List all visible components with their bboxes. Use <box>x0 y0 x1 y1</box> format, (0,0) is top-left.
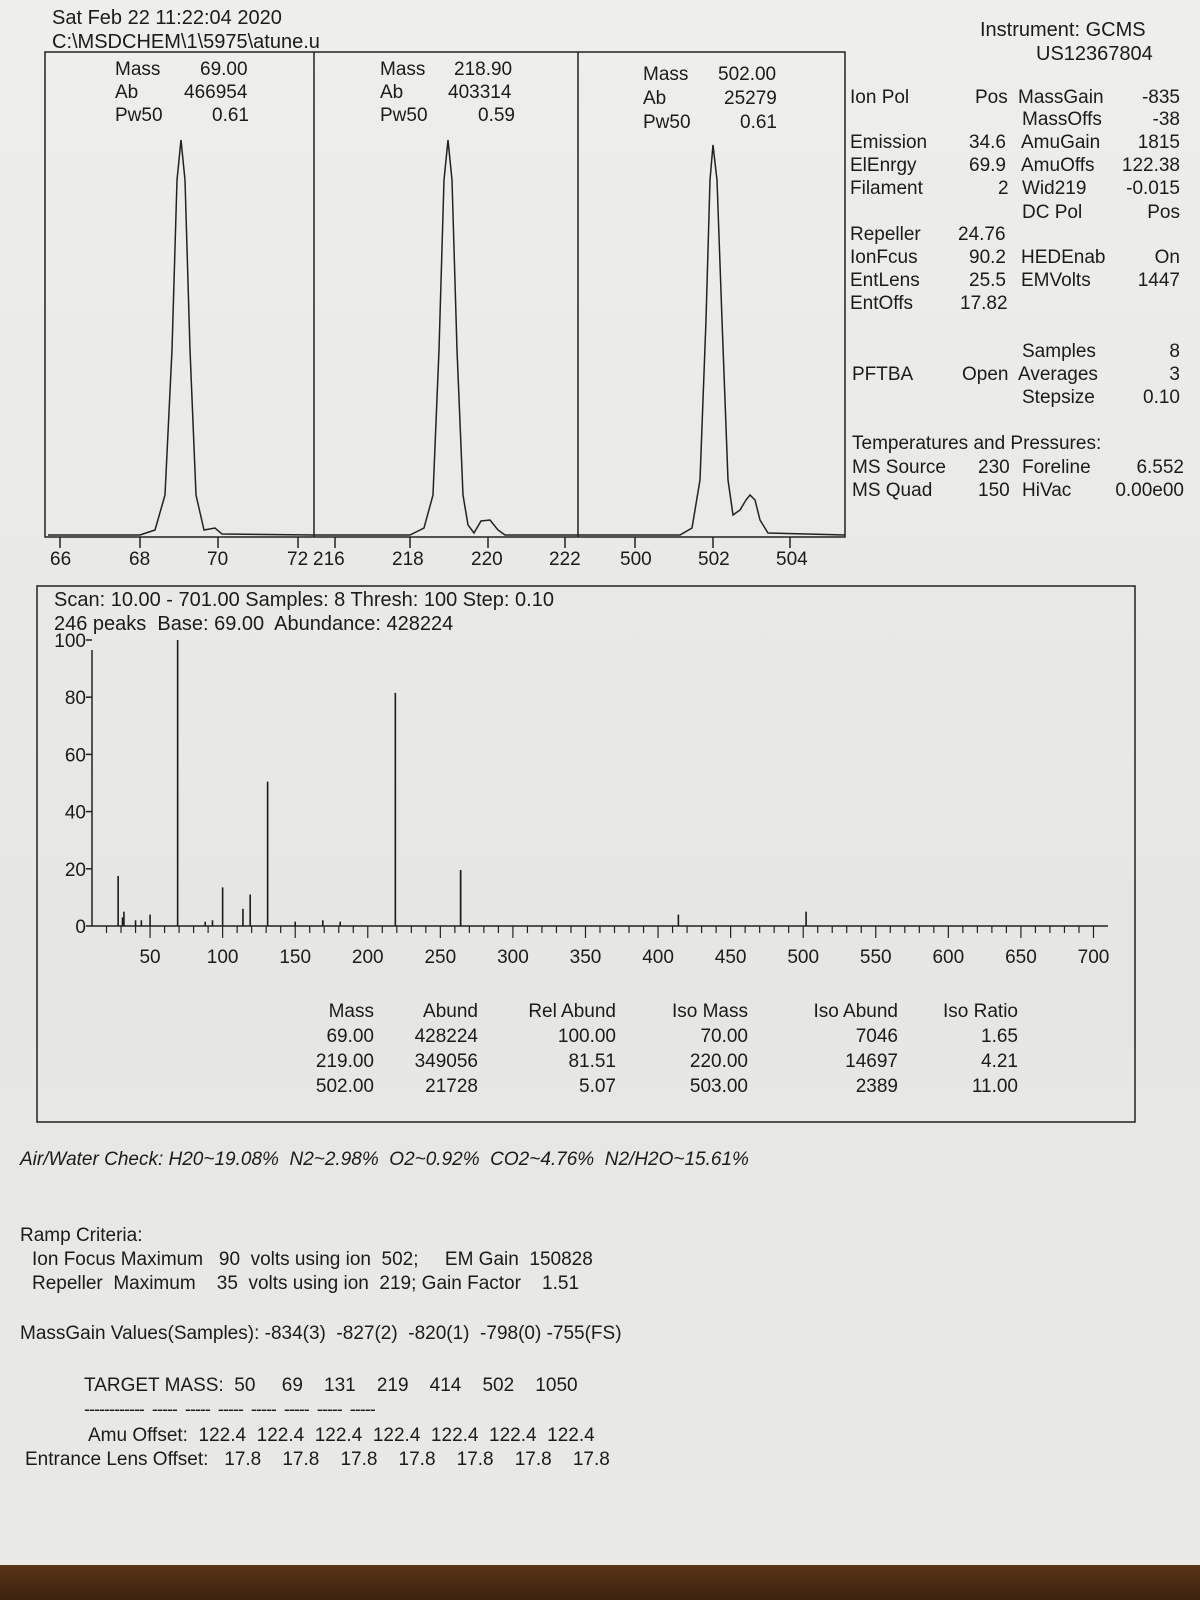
hivac-label: HiVac <box>1022 480 1072 501</box>
ms-quad-value: 150 <box>978 480 1010 501</box>
amu-offset-row: Amu Offset: 122.4 122.4 122.4 122.4 122.4 122.4 122.4 <box>88 1425 595 1446</box>
ionfcus-label: IonFcus <box>850 247 918 268</box>
y-tick-label: 80 <box>64 688 86 710</box>
ms-quad-label: MS Quad <box>852 480 933 501</box>
p1-tick-70: 70 <box>207 549 229 570</box>
y-tick-label: 20 <box>64 859 86 881</box>
p1-mass-value: 69.00 <box>200 59 248 80</box>
p1-tick-68: 68 <box>129 549 151 570</box>
entrance-lens-offset-row: Entrance Lens Offset: 17.8 17.8 17.8 17.8 17.8 17.8 17.8 <box>25 1449 610 1470</box>
temps-title: Temperatures and Pressures: <box>852 433 1102 454</box>
p3-pw50-value: 0.61 <box>740 112 777 133</box>
emission-value: 34.6 <box>969 132 1006 153</box>
instrument-serial: US12367804 <box>1036 43 1153 65</box>
filament-value: 2 <box>998 178 1009 199</box>
filament-label: Filament <box>850 178 923 199</box>
p1-tick-66: 66 <box>50 549 72 570</box>
emvolts-label: EMVolts <box>1021 270 1091 291</box>
table-row <box>250 1024 1022 1049</box>
x-tick-label: 600 <box>932 947 965 968</box>
hedenab-value: On <box>1154 247 1180 268</box>
x-tick-label: 700 <box>1077 947 1110 968</box>
pftba-label: PFTBA <box>852 364 914 385</box>
cell-rel-abund: 5.07 <box>579 1075 616 1097</box>
col-header-mass: Mass <box>328 1001 374 1022</box>
stepsize-label: Stepsize <box>1022 387 1095 408</box>
massgain-value: -835 <box>1141 87 1180 108</box>
amuoffs-label: AmuOffs <box>1021 155 1095 176</box>
y-tick-label: 60 <box>64 745 86 767</box>
p3-mass-label: Mass <box>643 64 689 85</box>
entlens-value: 25.5 <box>969 270 1006 291</box>
y-tick-label: 100 <box>54 631 86 652</box>
ramp-criteria-title: Ramp Criteria: <box>20 1225 143 1246</box>
wid219-label: Wid219 <box>1022 178 1087 199</box>
cell-mass: 219.00 <box>315 1050 374 1072</box>
p2-tick-216: 216 <box>313 549 345 570</box>
cell-iso-abund: 7046 <box>855 1025 898 1047</box>
p2-pw50-label: Pw50 <box>380 105 428 126</box>
p2-mass-label: Mass <box>380 59 426 80</box>
p2-ab-value: 403314 <box>448 82 512 103</box>
samples-value: 8 <box>1169 341 1180 362</box>
scan-summary: 246 peaks Base: 69.00 Abundance: 428224 <box>54 613 454 635</box>
x-tick-label: 100 <box>206 947 239 968</box>
cell-rel-abund: 100.00 <box>557 1025 616 1047</box>
amugain-value: 1815 <box>1137 132 1180 153</box>
x-tick-label: 450 <box>714 947 747 968</box>
cell-abund: 349056 <box>414 1050 478 1072</box>
y-tick-label: 0 <box>75 917 86 938</box>
ionfcus-value: 90.2 <box>969 247 1006 268</box>
cell-mass: 69.00 <box>326 1025 374 1047</box>
target-separator: ------------ ----- ----- ----- ----- ----- ----- ----- <box>84 1399 375 1419</box>
repeller-label: Repeller <box>850 224 921 245</box>
repeller-value: 24.76 <box>958 224 1006 245</box>
p3-tick-500: 500 <box>620 549 652 570</box>
p1-pw50-value: 0.61 <box>212 105 249 126</box>
massoffs-label: MassOffs <box>1022 109 1102 130</box>
cell-abund: 21728 <box>425 1075 478 1097</box>
samples-label: Samples <box>1022 341 1096 362</box>
amugain-label: AmuGain <box>1021 132 1101 153</box>
peak-profile-69 <box>48 140 315 535</box>
x-tick-label: 400 <box>642 947 674 968</box>
dcpol-label: DC Pol <box>1022 202 1083 223</box>
col-header-iso-ratio: Iso Ratio <box>943 1001 1018 1022</box>
ms-source-value: 230 <box>978 457 1010 478</box>
ion-pol-label: Ion Pol <box>850 87 910 108</box>
ion-pol-value: Pos <box>975 87 1008 108</box>
cell-iso-mass: 503.00 <box>689 1075 748 1097</box>
col-header-iso-mass: Iso Mass <box>671 1001 748 1022</box>
cell-iso-abund: 14697 <box>845 1050 898 1072</box>
x-tick-label: 550 <box>859 947 892 968</box>
emission-label: Emission <box>850 132 928 153</box>
cell-iso-mass: 220.00 <box>689 1050 748 1072</box>
col-header-rel-abund: Rel Abund <box>528 1001 616 1022</box>
cell-iso-ratio: 4.21 <box>981 1050 1018 1072</box>
ramp-ion-focus: Ion Focus Maximum 90 volts using ion 502; EM Gain 150828 <box>32 1249 593 1270</box>
x-tick-label: 150 <box>279 947 312 968</box>
p1-ab-value: 466954 <box>184 82 248 103</box>
peak-profile-502 <box>578 145 845 535</box>
dcpol-value: Pos <box>1147 202 1180 223</box>
p2-tick-220: 220 <box>471 549 503 570</box>
p2-mass-value: 218.90 <box>454 59 513 80</box>
x-tick-label: 200 <box>351 947 384 968</box>
massgain-label: MassGain <box>1018 87 1104 108</box>
averages-value: 3 <box>1169 364 1180 385</box>
target-mass-row: TARGET MASS: 50 69 131 219 414 502 1050 <box>84 1375 578 1396</box>
air-water-check: Air/Water Check: H20~19.08% N2~2.98% O2~0.92% CO2~4.76% N2/H2O~15.61% <box>20 1149 749 1170</box>
cell-iso-ratio: 1.65 <box>981 1025 1018 1047</box>
desk-edge <box>0 1565 1200 1600</box>
amuoffs-value: 122.38 <box>1121 155 1180 176</box>
hedenab-label: HEDEnab <box>1021 247 1106 268</box>
cell-mass: 502.00 <box>315 1075 374 1097</box>
elenrgy-value: 69.9 <box>969 155 1006 176</box>
foreline-label: Foreline <box>1022 457 1091 478</box>
p2-ab-label: Ab <box>380 82 404 103</box>
p1-tick-72: 72 <box>287 549 309 570</box>
x-tick-label: 350 <box>569 947 602 968</box>
massgain-values: MassGain Values(Samples): -834(3) -827(2) -820(1) -798(0) -755(FS) <box>20 1323 622 1344</box>
pftba-value: Open <box>962 364 1009 385</box>
x-tick-label: 300 <box>497 947 529 968</box>
p3-mass-value: 502.00 <box>718 64 777 85</box>
table-row <box>250 1074 1022 1099</box>
p3-tick-502: 502 <box>698 549 730 570</box>
p1-pw50-label: Pw50 <box>115 105 163 126</box>
y-tick-label: 40 <box>64 802 86 824</box>
p2-pw50-value: 0.59 <box>478 105 515 126</box>
x-tick-label: 250 <box>424 947 457 968</box>
x-tick-label: 50 <box>139 947 161 968</box>
elenrgy-label: ElEnrgy <box>850 155 917 176</box>
cell-iso-mass: 70.00 <box>700 1025 748 1047</box>
x-tick-label: 500 <box>787 947 820 968</box>
print-datetime: Sat Feb 22 11:22:04 2020 <box>52 7 282 29</box>
instrument-name: Instrument: GCMS <box>980 19 1146 41</box>
wid219-value: -0.015 <box>1126 178 1180 199</box>
p3-ab-value: 25279 <box>724 88 777 109</box>
hivac-value: 0.00e00 <box>1115 480 1184 501</box>
foreline-value: 6.552 <box>1136 457 1184 478</box>
table-row <box>250 1049 1022 1074</box>
entlens-label: EntLens <box>850 270 920 291</box>
p3-pw50-label: Pw50 <box>643 112 691 133</box>
cell-iso-ratio: 11.00 <box>971 1075 1018 1097</box>
ms-source-label: MS Source <box>852 457 946 478</box>
stepsize-value: 0.10 <box>1143 387 1180 408</box>
col-header-abund: Abund <box>423 1001 478 1022</box>
scan-parameters: Scan: 10.00 - 701.00 Samples: 8 Thresh: 100 Step: 0.10 <box>54 589 554 611</box>
massoffs-value: -38 <box>1152 109 1180 130</box>
emvolts-value: 1447 <box>1137 270 1180 291</box>
p2-tick-222: 222 <box>549 549 581 570</box>
p3-tick-504: 504 <box>776 549 808 570</box>
ramp-repeller: Repeller Maximum 35 volts using ion 219; Gain Factor 1.51 <box>32 1273 580 1294</box>
cell-rel-abund: 81.51 <box>568 1050 616 1072</box>
averages-label: Averages <box>1018 364 1098 385</box>
p3-ab-label: Ab <box>643 88 667 109</box>
table-header-row <box>250 1000 1022 1024</box>
tune-results-table <box>250 1000 1022 1099</box>
cell-abund: 428224 <box>414 1025 478 1047</box>
entoffs-label: EntOffs <box>850 293 914 314</box>
entoffs-value: 17.82 <box>960 293 1008 314</box>
p1-mass-label: Mass <box>115 59 161 80</box>
file-path: C:\MSDCHEM\1\5975\atune.u <box>52 31 320 53</box>
cell-iso-abund: 2389 <box>855 1075 898 1097</box>
x-tick-label: 650 <box>1005 947 1037 968</box>
p2-tick-218: 218 <box>392 549 424 570</box>
col-header-iso-abund: Iso Abund <box>813 1001 898 1022</box>
p1-ab-label: Ab <box>115 82 139 103</box>
peak-profile-219 <box>315 140 578 535</box>
